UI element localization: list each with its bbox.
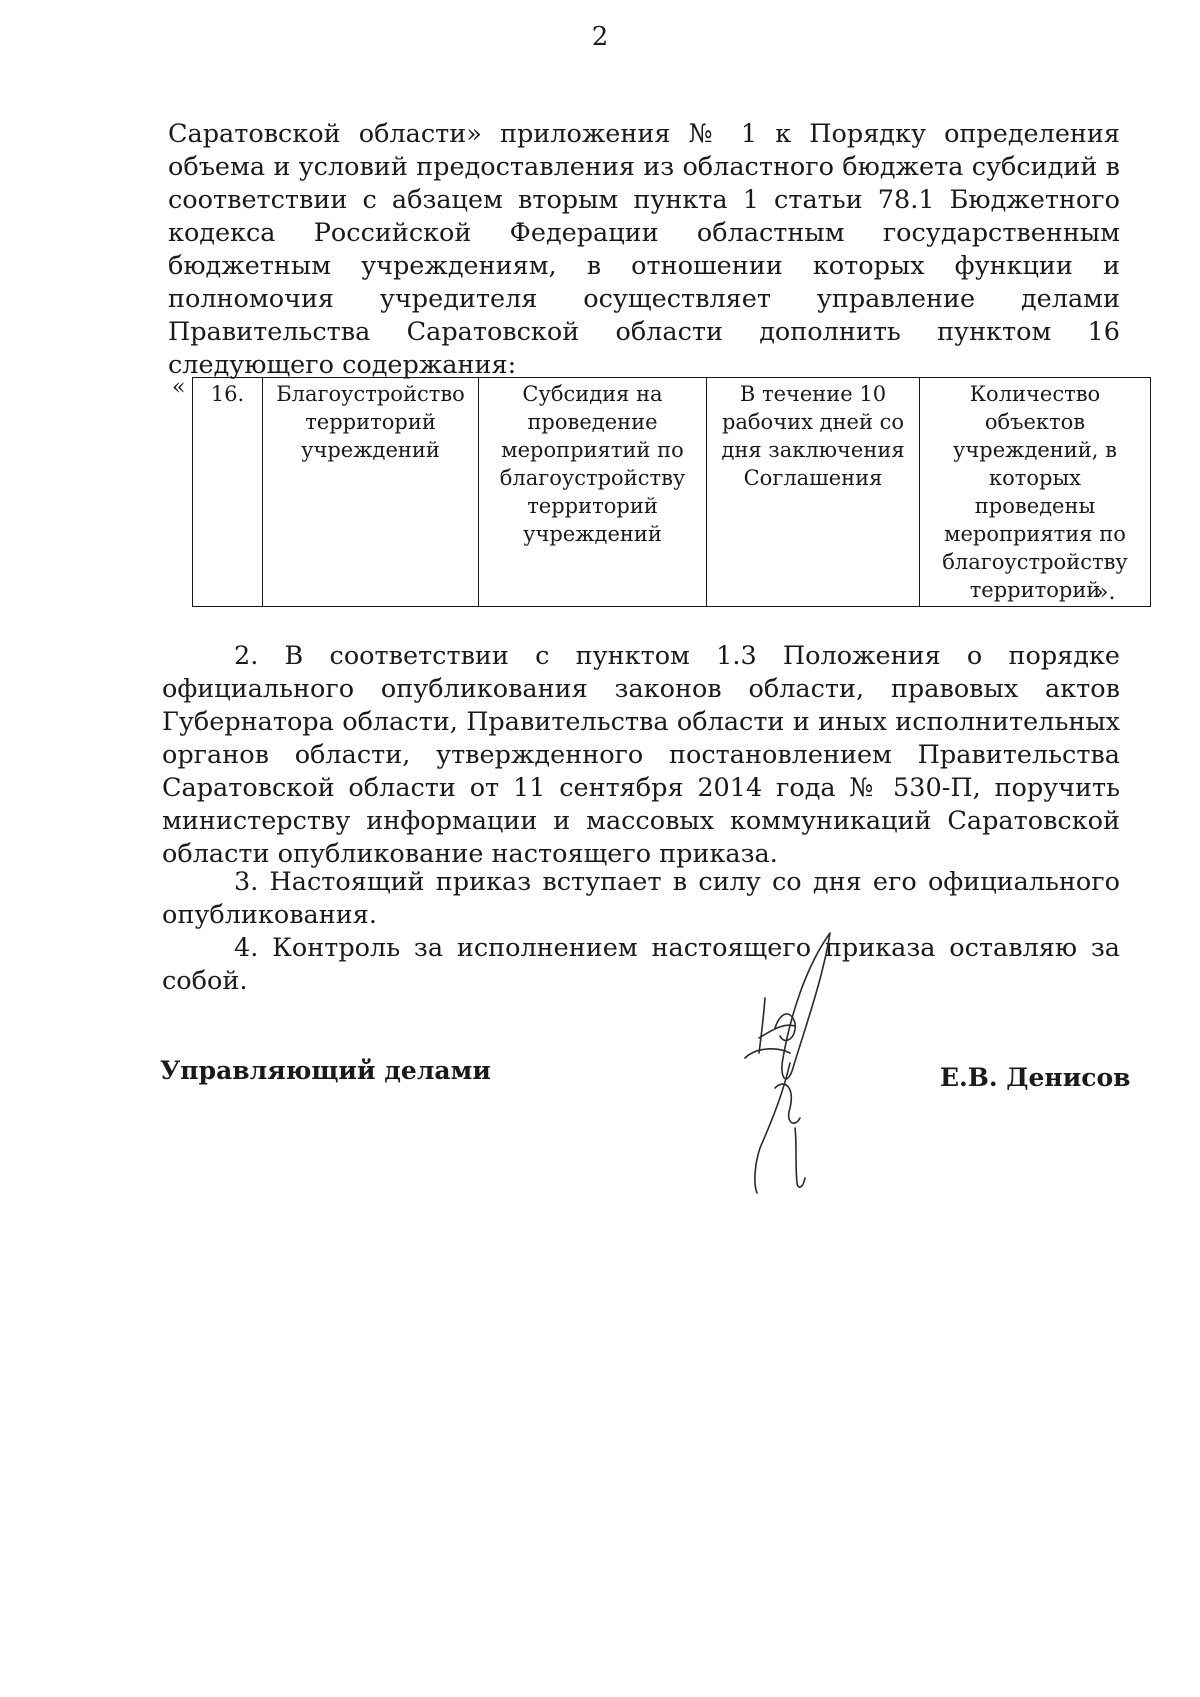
signatory-position: Управляющий делами [160, 1056, 491, 1085]
cell-term: В течение 10 рабочих дней со дня заключения Соглашения [707, 378, 920, 607]
cell-number: 16. [193, 378, 263, 607]
paragraph-3: 3. Настоящий приказ вступает в силу со дня его официального опубликования. [162, 867, 1120, 930]
table-quote-open: « [172, 375, 186, 400]
paragraph-1: Саратовской области» приложения № 1 к Порядку определения объема и условий предоставления из областного бюджета субсидий в соответствии с абзацем вторым пункта 1 статьи 78.1 Бюджетного кодекса Российской Федерации областным государственным бюджетным учреждениям, в отношении которых функции и полномочия учредителя осуществляет управление делами Правительства Саратовской области дополнить пунктом 16 следующего содержания: [168, 119, 1120, 380]
table-row [193, 378, 1151, 607]
signatory-name: Е.В. Денисов [940, 1063, 1131, 1092]
table-quote-close: ». [1095, 580, 1116, 605]
cell-name: Благоустройство территорий учреждений [263, 378, 479, 607]
paragraph-4: 4. Контроль за исполнением настоящего приказа оставляю за собой. [162, 933, 1120, 996]
paragraph-2: 2. В соответствии с пунктом 1.3 Положения о порядке официального опубликования законов области, правовых актов Губернатора области, Правительства области и иных исполнительных органов области, утвержденного постановлением Правительства Саратовской области от 11 сентября 2014 года № 530-П, поручить министерству информации и массовых коммуникаций Саратовской области опубликование настоящего приказа. [162, 641, 1120, 869]
cell-indicator: Количество объектов учреждений, в которых проведены мероприятия по благоустройству территорий [920, 378, 1151, 607]
cell-purpose: Субсидия на проведение мероприятий по благоустройству территорий учреждений [479, 378, 707, 607]
handwritten-signature [735, 928, 865, 1218]
page-number: 2 [591, 22, 609, 52]
subsidy-table [192, 377, 1151, 607]
